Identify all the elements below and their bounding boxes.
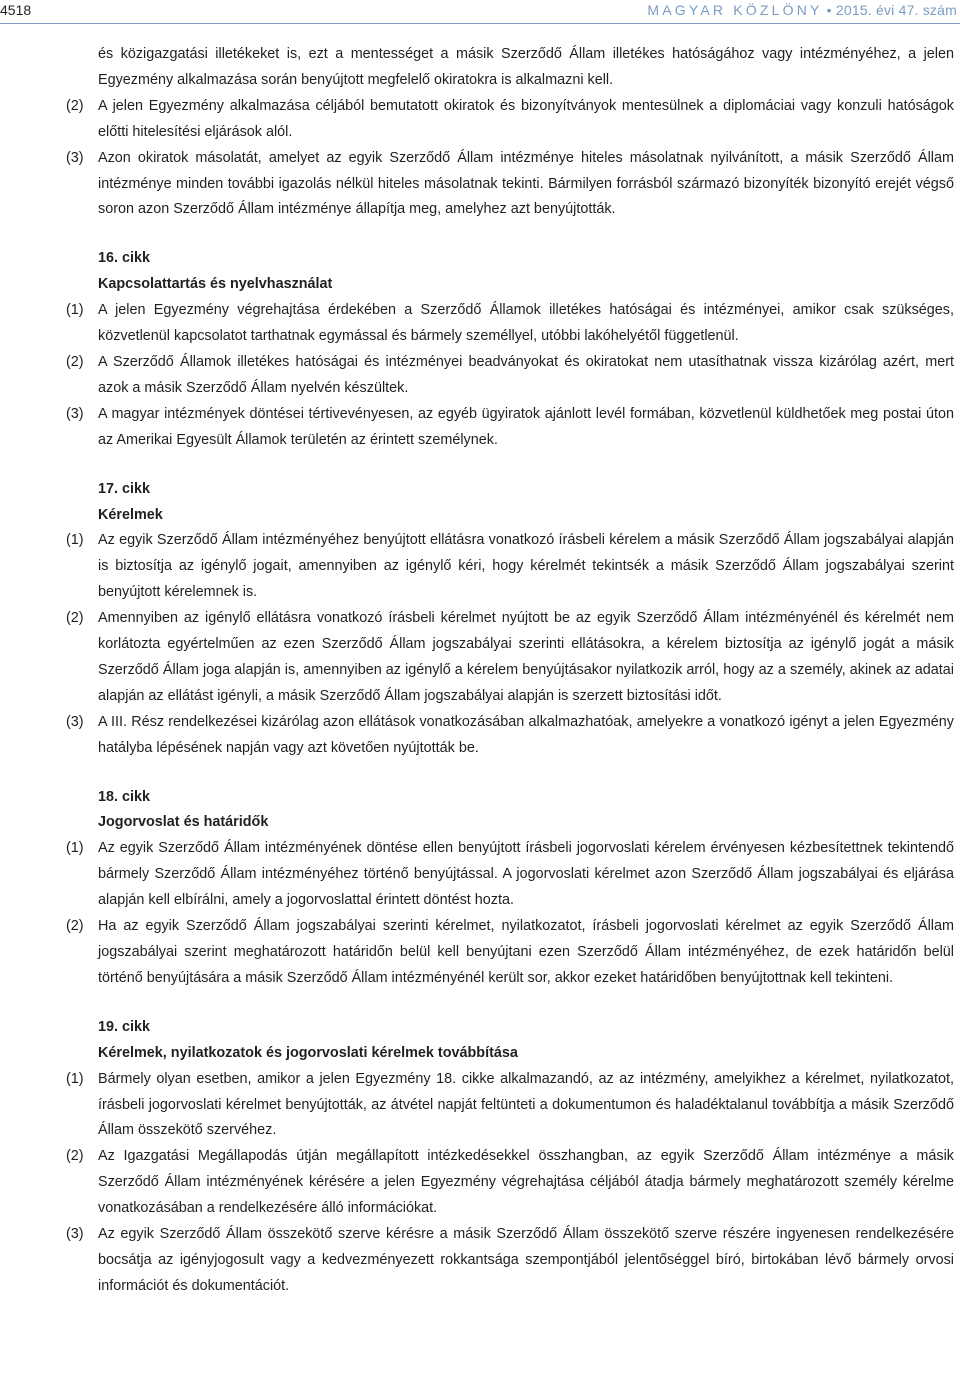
paragraph-text: A III. Rész rendelkezései kizárólag azon ellátások vonatkozásában alkalmazhatóak, amelyekre a vonatkozó igényt a jelen Egyezmény hatályba lépésének napján vagy azt követően nyújtották be. [98,713,954,756]
paragraph-text: Bármely olyan esetben, amikor a jelen Egyezmény 18. cikke alkalmazandó, az az intézmény, amelyikhez a kérelmet, nyilatkozatot, írásbeli jogorvoslati kérelmet benyújtották, az átvétel napját feltünteti a dokumentumon és haladéktalanul továbbítja a másik Szerződő Állam összekötő szervéhez. [98,1070,954,1139]
header-rule [0,23,960,24]
article-number: 17. cikk [98,480,151,497]
paragraph-number: (2) [66,918,84,935]
paragraph-number: (1) [66,1070,84,1087]
issue-number: 2015. évi 47. szám [835,2,957,18]
paragraph-number: (2) [66,353,84,370]
paragraph-continued [66,42,954,94]
paragraph-number: (2) [66,610,84,627]
paragraph-text: Amennyiben az igénylő ellátásra vonatkozó írásbeli kérelmet nyújtott be az egyik Szerződő Állam intézményénél és kérelmét nem korlátozta egyértelműen az ezen Szerződő Állam jogszabályai szerinti ellátásokra, a kérelem biztosítja az igénylő jogát a másik Szerződő Állam joga alapján is, amennyiben az igénylő a kérelem benyújtásakor nyilatkozik arról, hogy az a személy, akinek az adatai alapján az ellátást igényli, a másik Szerződő Állam jogszabályai alapján is szerzett biztosítási időt. [98,610,954,704]
article-heading [66,1015,954,1067]
paragraph-text: A jelen Egyezmény végrehajtása érdekében a Szerződő Államok illetékes hatóságai és intézményei, amikor csak szükséges, közvetlenül kapcsolatot tarthatnak egymással és bármely személlyel, utóbbi lakóhelyétől függetlenül. [98,302,954,345]
paragraph-text: A magyar intézmények döntései tértivevényesen, az egyéb ügyiratok ajánlott levél formában, közvetlenül küldhetőek meg postai úton az Amerikai Egyesült Államok területén az érintett személynek. [98,405,954,448]
paragraph-number: (2) [66,1148,84,1165]
article-heading [66,785,954,837]
paragraph-number: (1) [66,302,84,319]
paragraph-text: Ha az egyik Szerződő Állam jogszabályai szerinti kérelmet, nyilatkozatot, írásbeli jogorvoslati kérelmet az egyik Szerződő Állam jogszabályai szerint meghatározott határidőn belül kell benyújtani ezen Szerződő Állam intézményéhez, de ezek határidőn belül történő benyújtására a másik Szerződő Állam intézményénél került sor, akkor ezeket határidőben benyújtottnak kell tekinteni. [98,918,954,986]
paragraph-text: Az egyik Szerződő Állam intézményéhez benyújtott ellátásra vonatkozó írásbeli kérelem a másik Szerződő Állam jogszabályai alapján is biztosítja az igénylő jogait, amennyiben az igénylő kéri, hogy kérelmét tekintsék a másik Szerződő Állam jogszabályai szerint benyújtott kérelemnek is. [98,532,954,601]
article-title: Kérelmek, nyilatkozatok és jogorvoslati kérelmek továbbítása [98,1044,518,1061]
paragraph-text: Az egyik Szerződő Állam intézményének döntése ellen benyújtott írásbeli jogorvoslati kérelem érvényesen kézbesítettnek tekintendő bármely Szerződő Állam intézményéhez történő benyújtással. A jogorvoslati kérelmet azon Szerződő Állam jogszabályai és eljárása alapján kell elbírálni, amely a jogorvoslattal érintett döntést hozta. [98,840,954,909]
paragraph-text: Azon okiratok másolatát, amelyet az egyik Szerződő Állam intézménye hiteles másolatnak nyilvánított, a másik Szerződő Állam intézménye minden további igazolás nélkül hiteles másolatnak tekinti. Bármilyen forrásból származó bizonyíték bizonyító erejét végső soron azon Szerződő Állam intézménye állapítja meg, amelyhez azt benyújtották. [98,149,954,218]
paragraph-text: Az egyik Szerződő Állam összekötő szerve kérésre a másik Szerződő Állam összekötő szerve részére ingyenesen rendelkezésére bocsátja az igényjogosult vagy a kedvezményezett rokkantsága szempontjából jelentőséggel bíró, birtokában lévő bármely orvosi információt és dokumentációt. [98,1226,954,1294]
paragraph [66,528,954,606]
paragraph [66,298,954,350]
paragraph [66,146,954,224]
paragraph-text: és közigazgatási illetékeket is, ezt a mentességet a másik Szerződő Állam illetékes hatóságához vagy intézményéhez, a jelen Egyezmény alkalmazása során benyújtott megfelelő okiratokra is alkalmazni kell. [98,46,954,88]
journal-name: MAGYAR KÖZLÖNY [647,2,823,18]
paragraph-number: (2) [66,97,84,114]
article-heading [66,246,954,298]
paragraph [66,606,954,710]
article-title: Jogorvoslat és határidők [98,814,269,831]
paragraph-number: (3) [66,405,84,422]
separator-dot: • [826,2,832,18]
paragraph [66,710,954,762]
paragraph [66,94,954,146]
paragraph [66,914,954,992]
paragraph [66,350,954,402]
paragraph-number: (3) [66,1226,84,1243]
paragraph-number: (1) [66,532,84,549]
paragraph-text: A jelen Egyezmény alkalmazása céljából bemutatott okiratok és bizonyítványok mentesülnek a diplomáciai vagy konzuli hatóságok előtti hitelesítési eljárások alól. [98,97,954,140]
paragraph-number: (3) [66,713,84,730]
article-title: Kapcsolattartás és nyelvhasználat [98,276,333,293]
journal-title [647,1,957,19]
paragraph [66,1222,954,1300]
paragraph [66,402,954,454]
page-number: 4518 [0,2,32,18]
paragraph-text: Az Igazgatási Megállapodás útján megállapított intézkedésekkel összhangban, az egyik Szerződő Állam intézménye a másik Szerződő Állam intézményének kérésére a jelen Egyezmény végrehajtása céljából átadja bármely meghatározott személy kérelme vonatkozásában a rendelkezésére álló információkat. [98,1148,954,1217]
article-title: Kérelmek [98,506,163,523]
article-number: 18. cikk [98,788,151,805]
paragraph-number: (3) [66,149,84,166]
paragraph-text: A Szerződő Államok illetékes hatóságai és intézményei beadványokat és okiratokat nem utasíthatnak vissza kizárólag azért, mert azok a másik Szerződő Állam nyelvén készültek. [98,353,954,396]
paragraph [66,1067,954,1145]
paragraph-number: (1) [66,840,84,857]
article-number: 16. cikk [98,250,151,267]
page-header [0,0,960,24]
paragraph [66,836,954,914]
document-body [66,42,954,1300]
paragraph [66,1144,954,1222]
article-heading [66,477,954,529]
article-number: 19. cikk [98,1018,151,1035]
